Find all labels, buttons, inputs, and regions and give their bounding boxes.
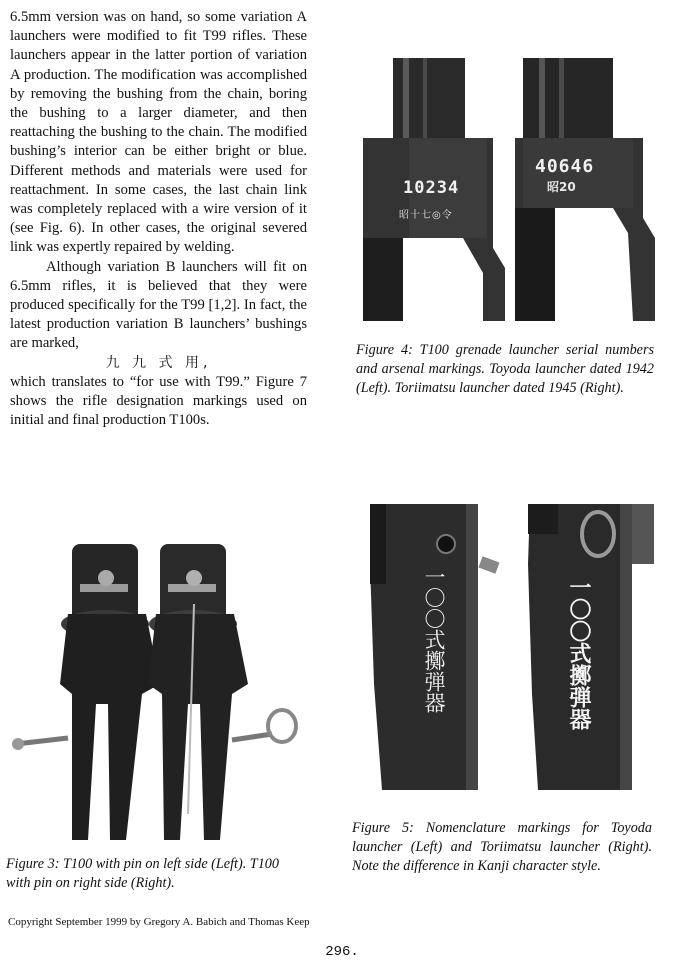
figure-4-left-serial: 10234 — [403, 178, 460, 198]
kanji-marking-t99: 九 九 式 用, — [105, 354, 212, 371]
left-text-column — [10, 8, 307, 430]
figure-5-right-nomenclature: 一〇〇式擲弾器 — [566, 576, 591, 730]
figure-4-photo — [363, 58, 655, 321]
figure-5-photo — [362, 504, 654, 790]
figure-4-right-serial: 40646 — [535, 156, 595, 177]
figure-4-right-date-mark: 昭20 — [547, 180, 576, 194]
figure-4-caption: Figure 4: T100 grenade launcher serial numbers and arsenal markings. Toyoda launcher dated 1942 (Left). Toriimatsu launcher dated 1945 (Right). — [356, 342, 654, 396]
figure-3-caption: Figure 3: T100 with pin on left side (Left). T100 with pin on right side (Right). — [6, 856, 279, 891]
figure-3-photo — [10, 544, 304, 840]
page-number: 296. — [325, 944, 359, 960]
copyright-notice: Copyright September 1999 by Gregory A. Babich and Thomas Keep — [8, 916, 310, 928]
figure-4-left-arsenal-mark: 昭十七◎令 — [399, 210, 453, 221]
figure-5-caption: Figure 5: Nomenclature markings for Toyoda launcher (Left) and Toriimatsu launcher (Right). Note the difference in Kanji character style. — [352, 820, 652, 874]
figure-5-left-nomenclature: 一〇〇式擲弾器 — [422, 566, 446, 713]
paragraph-translation: which translates to “for use with T99.” Figure 7 shows the rifle designation markings used on initial and final production T100s. — [10, 373, 307, 429]
paragraph-bushing-modification: 6.5mm version was on hand, so some variation A launchers were modified to fit T99 rifles. These launchers appear in the latter portion of variation A production. The modification was accomplished by removing the bushing from the chain, boring the bushing to a larger diameter, and then reattaching the bushing to the chain. The modified bushing’s interior can be either bright or blue. Different methods and materials were used for reattachment. In some cases, the last chain link was completely replaced with a wire version of it (see Fig. 6). In other cases, the original severed link was expertly repaired by welding. — [10, 9, 307, 256]
paragraph-variation-b: Although variation B launchers will fit on 6.5mm rifles, it is believed that they were produced specifically for the T99 [1,2]. In fact, the latest production variation B launchers’ bushings are marked, — [10, 258, 307, 352]
